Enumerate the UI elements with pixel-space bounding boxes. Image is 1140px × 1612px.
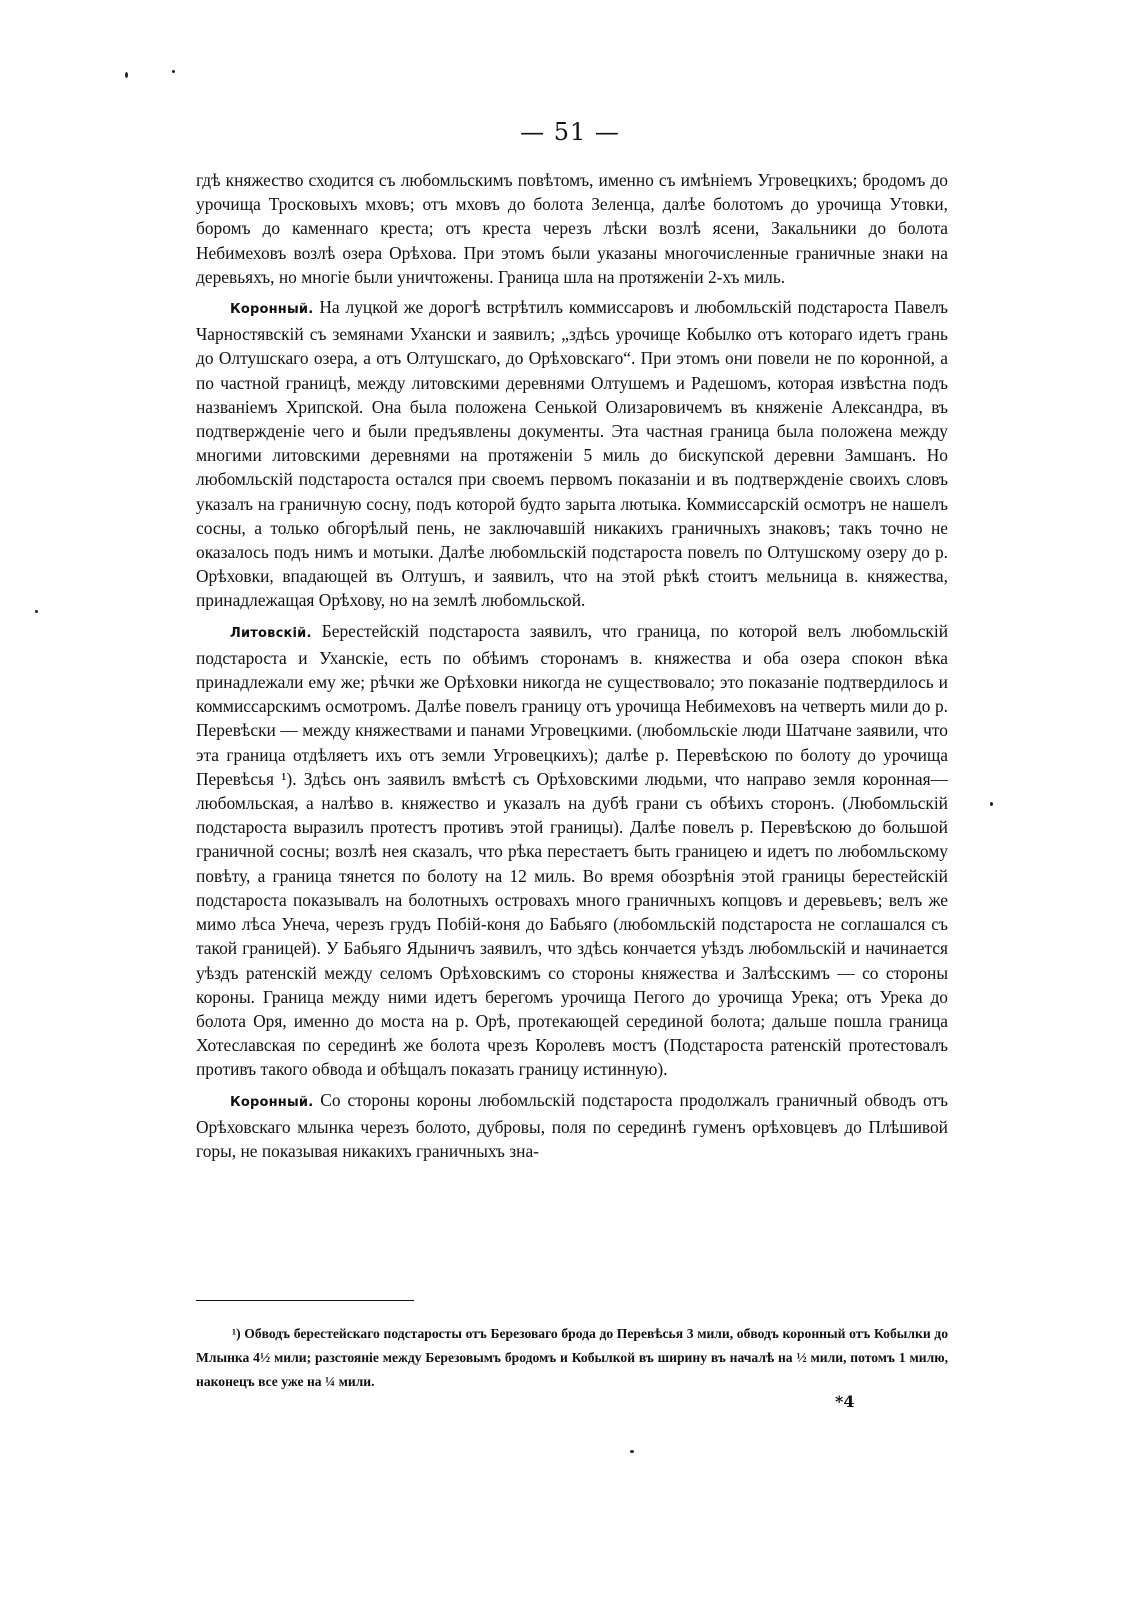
- paragraph-2-lead: Коронный.: [230, 302, 314, 318]
- scan-speck: [630, 1450, 634, 1453]
- paragraph-1-text: гдѣ княжество сходится съ любомльскимъ повѣтомъ, именно съ имѣніемъ Угровецкихъ; бродомъ до урочища Тросковыхъ мховъ; отъ мховъ до болота Зеленца, далѣе болотомъ до урочища Утовки, боромъ до каменнаго креста; отъ креста черезъ лѣски возлѣ ясени, Закальники до болота Небимеховъ возлѣ озера Орѣхова. При этомъ были указаны многочисленные граничные знаки на деревьяхъ, но многіе были уничтожены. Граница шла на протяженіи 2-хъ миль.: [196, 170, 948, 287]
- scan-speck: [125, 72, 128, 78]
- signature-mark: *4: [835, 1392, 855, 1411]
- paragraph-3: [196, 619, 948, 1082]
- paragraph-4: [196, 1088, 948, 1164]
- paragraph-3-text: Берестейскій подстароста заявилъ, что граница, по которой велъ любомльскій подстароста и Уханскіе, есть по обѣимъ сторонамъ в. княжества и оба озера спокон вѣка принадлежали ему же; рѣчки же Орѣховки никогда не существовало; это показаніе подтвердилось и коммиссарскимъ осмотромъ. Далѣе повелъ границу отъ урочища Небимеховъ на четверть мили до р. Перевѣски — между княжествами и панами Угровецкими. (любомльскіе люди Шатчане заявили, что эта граница отдѣляетъ ихъ отъ земли Угровецкихъ); далѣе р. Перевѣскою по болоту до урочища Перевѣсья ¹). Здѣсь онъ заявилъ вмѣстѣ съ Орѣховскими людьми, что направо земля коронная—любомльская, а налѣво в. княжество и указалъ на дубѣ грани съ обѣихъ сторонъ. (Любомльскій подстароста выразилъ протестъ противъ этой границы). Далѣе повелъ р. Перевѣскою до большой граничной сосны; возлѣ нея сказалъ, что рѣка перестаетъ быть границею и идетъ по любомльскому повѣту, а граница тянется по болоту на 12 миль. Во время обозрѣнія этой границы берестейскій подстароста показывалъ на болотныхъ островахъ много граничныхъ копцовъ и деревьевъ; велъ же мимо лѣса Унеча, черезъ грудъ Побій-коня до Бабьяго (любомльскій подстароста не соглашался съ такой границей). У Бабьяго Ядыничъ заявилъ, что здѣсь кончается уѣздъ любомльскій и начинается уѣздъ ратенскій между селомъ Орѣховскимъ со стороны княжества и Залѣсскимъ — со стороны короны. Граница между ними идетъ берегомъ урочища Пегого до урочища Урека; отъ Урека до болота Оря, именно до моста на р. Орѣ, протекающей серединой болота; дальше пошла граница Хотеславская по серединѣ же болота чрезъ Королевъ мостъ (Подстароста ратенскій протестовалъ противъ такого обвода и обѣщалъ показать границу истинную).: [196, 620, 948, 1080]
- paragraph-4-lead: Коронный.: [230, 1094, 314, 1110]
- paragraph-3-lead: Литовскій.: [230, 625, 312, 641]
- body-text: [196, 168, 948, 1169]
- page-number: — 51 —: [520, 118, 620, 146]
- footnote-divider: [196, 1300, 414, 1301]
- scan-speck: [990, 802, 993, 806]
- scan-speck: [35, 610, 38, 613]
- footnote: ¹) Обводъ берестейскаго подстаросты отъ Березоваго брода до Перевѣсья 3 мили, обводъ коронный отъ Кобылки до Млынка 4½ мили; разстояніе между Березовымъ бродомъ и Кобылкой въ ширину въ началѣ на ½ мили, потомъ 1 милю, наконецъ все уже на ¼ мили.: [196, 1326, 948, 1389]
- paragraph-2: [196, 295, 948, 613]
- paragraph-2-text: На луцкой же дорогѣ встрѣтилъ коммиссаровъ и любомльскій подстароста Павелъ Чарностявскій съ земянами Ухански и заявилъ; „здѣсь урочище Кобылко отъ котораго идетъ грань до Олтушскаго озера, а отъ Олтушскаго, до Орѣховскаго“. При этомъ они повели не по коронной, а по частной границѣ, между литовскими деревнями Олтушемъ и Радешомъ, которая извѣстна подъ названіемъ Хрипской. Она была положена Сенькой Олизаровичемъ въ княженіе Александра, въ подтвержденіе чего и были предъявлены документы. Эта частная граница была положена между многими литовскими деревнями на протяженіи 5 миль до бискупской деревни Замшанъ. Но любомльскій подстароста остался при своемъ первомъ показаніи и въ подтвержденіе своихъ словъ указалъ на граничную сосну, подъ которой будто зарыта лютыка. Коммиссарскій осмотръ не нашелъ сосны, а только обгорѣлый пень, не заключавшій никакихъ граничныхъ знаковъ; такъ точно не оказалось подъ нимъ и мотыки. Далѣе любомльскій подстароста повелъ по Олтушскому озеру до р. Орѣховки, впадающей въ Олтушъ, и заявилъ, что на этой рѣкѣ стоитъ мельница в. княжества, принадлежащая Орѣхову, но на землѣ любомльской.: [196, 297, 948, 611]
- paragraph-4-text: Со стороны короны любомльскій подстароста продолжалъ граничный обводъ отъ Орѣховскаго млынка черезъ болото, дубровы, поля по серединѣ гуменъ орѣховцевъ до Плѣшивой горы, не показывая никакихъ граничныхъ зна-: [196, 1089, 948, 1161]
- paragraph-1: [196, 168, 948, 289]
- scan-speck: [172, 70, 175, 73]
